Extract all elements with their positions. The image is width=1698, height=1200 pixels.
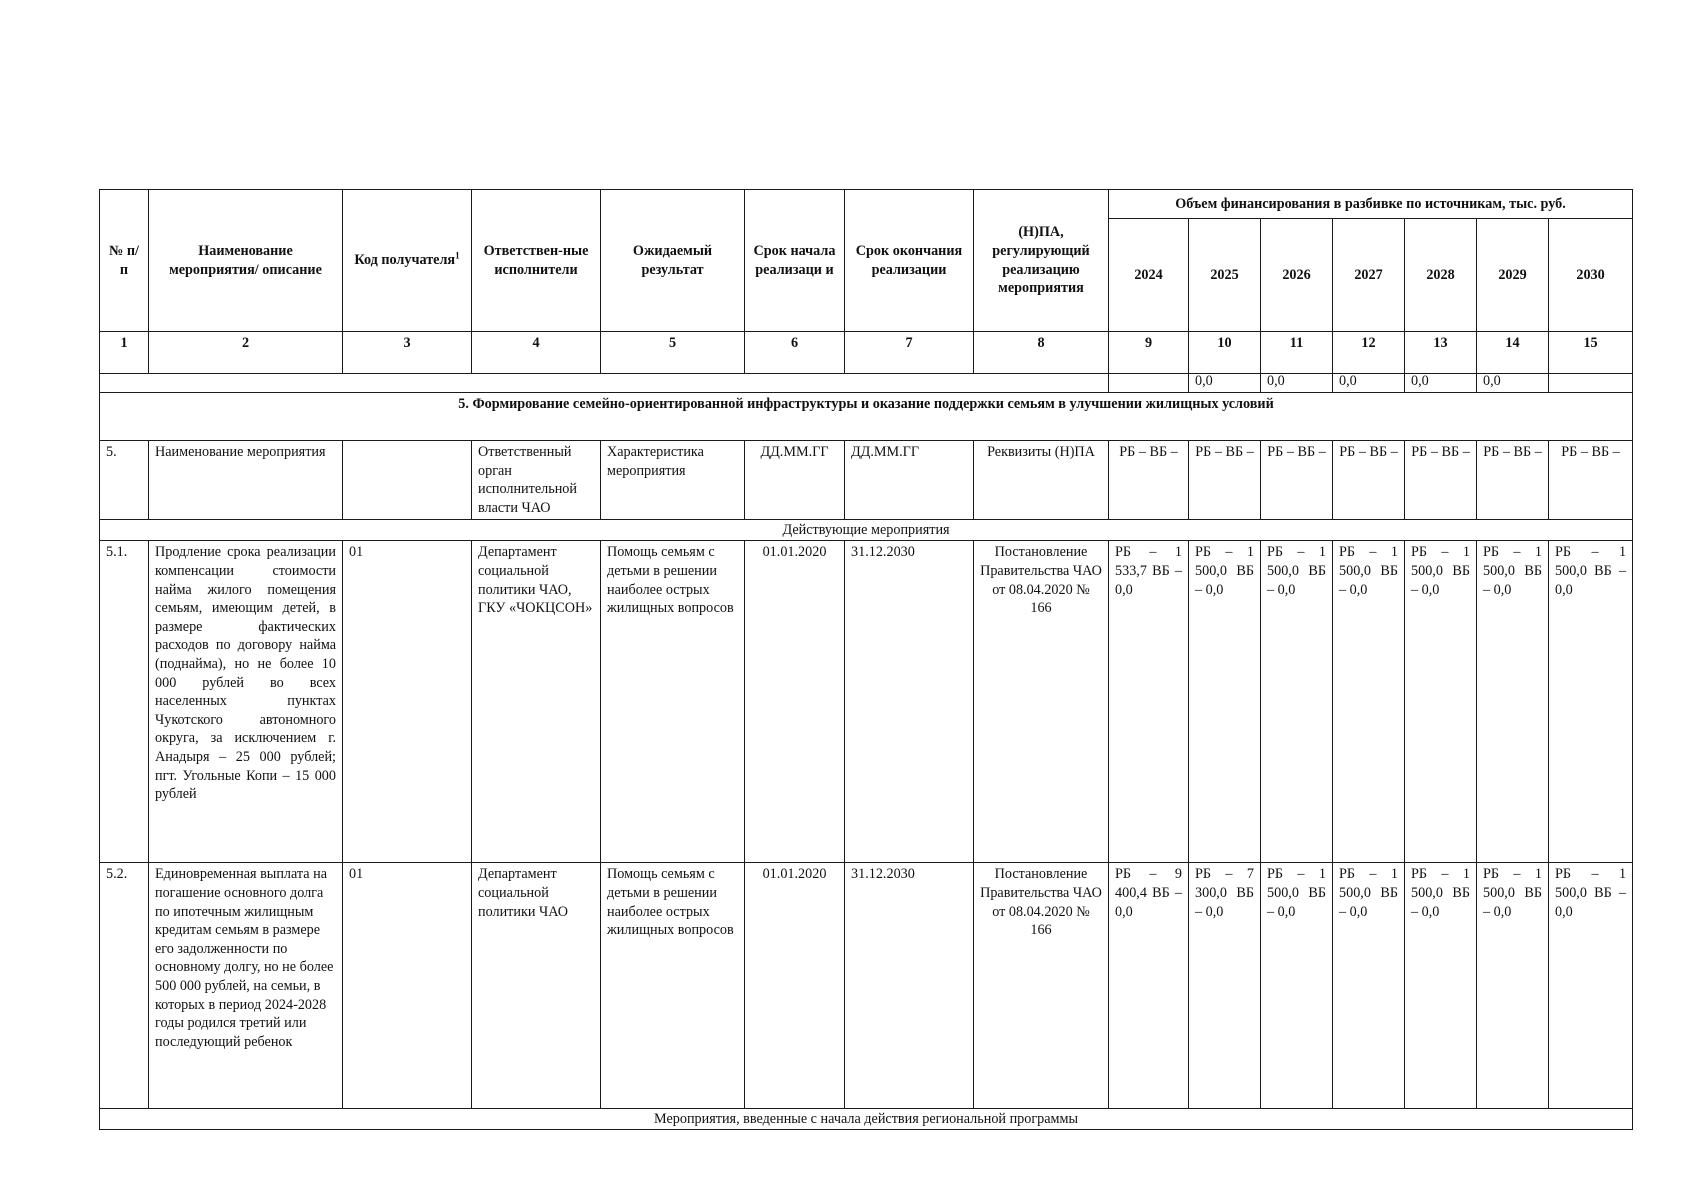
template-financing: РБ – ВБ – xyxy=(1261,441,1333,520)
row-name: Единовременная выплата на погашение основного долга по ипотечным жилищным кредитам семьям в размере его задолженности по основному долгу, но не более 500 000 рублей, на семьи, в которых в период 2024-2028 годы родился третий или последующий ребенок xyxy=(149,863,343,1109)
header-npa: (Н)ПА, регулирующий реализацию мероприятия xyxy=(974,190,1109,332)
row-name: Продление срока реализации компенсации стоимости найма жилого помещения семьям, имеющим детей, в размере фактических расходов по договору найма (поднайма), но не более 10 000 рублей во всех населенных пунктах Чукотского автономного округа, за исключением г. Анадыря – 25 000 рублей; пгт. Угольные Копи – 15 000 рублей xyxy=(149,541,343,863)
header-year: 2030 xyxy=(1549,219,1633,332)
template-financing: РБ – ВБ – xyxy=(1109,441,1189,520)
carry-value: 0,0 xyxy=(1333,374,1405,393)
header-year: 2026 xyxy=(1261,219,1333,332)
header-financing: Объем финансирования в разбивке по источникам, тыс. руб. xyxy=(1109,190,1633,219)
column-number: 2 xyxy=(149,332,343,374)
row-end: 31.12.2030 xyxy=(845,541,974,863)
row-code: 01 xyxy=(343,863,472,1109)
carry-row xyxy=(100,374,1633,393)
column-number-row xyxy=(100,332,1633,374)
subheading-current: Действующие мероприятия xyxy=(100,520,1633,541)
carry-value: 0,0 xyxy=(1261,374,1333,393)
column-number: 5 xyxy=(601,332,745,374)
row-num: 5.2. xyxy=(100,863,149,1109)
header-row-1 xyxy=(100,190,1633,219)
header-year: 2024 xyxy=(1109,219,1189,332)
template-npa: Реквизиты (Н)ПА xyxy=(974,441,1109,520)
column-number: 7 xyxy=(845,332,974,374)
row-npa: Постановление Правительства ЧАО от 08.04.2020 № 166 xyxy=(974,541,1109,863)
row-responsible: Департамент социальной политики ЧАО, ГКУ «ЧОКЦСОН» xyxy=(472,541,601,863)
header-year: 2028 xyxy=(1405,219,1477,332)
column-number: 1 xyxy=(100,332,149,374)
section-title: 5. Формирование семейно-ориентированной инфраструктуры и оказание поддержки семьям в улучшении жилищных условий xyxy=(100,393,1633,441)
section-row xyxy=(100,393,1633,441)
column-number: 4 xyxy=(472,332,601,374)
row-financing: РБ – 1 500,0 ВБ – 0,0 xyxy=(1549,863,1633,1109)
header-year: 2025 xyxy=(1189,219,1261,332)
template-result: Характеристика мероприятия xyxy=(601,441,745,520)
carry-value: 0,0 xyxy=(1477,374,1549,393)
column-number: 13 xyxy=(1405,332,1477,374)
row-financing: РБ – 1 500,0 ВБ – 0,0 xyxy=(1405,863,1477,1109)
template-start: ДД.ММ.ГГ xyxy=(745,441,845,520)
template-num: 5. xyxy=(100,441,149,520)
template-financing: РБ – ВБ – xyxy=(1549,441,1633,520)
subheading-row xyxy=(100,1109,1633,1130)
row-financing: РБ – 7 300,0 ВБ – 0,0 xyxy=(1189,863,1261,1109)
program-activities-table xyxy=(99,189,1633,1130)
header-name: Наименование мероприятия/ описание xyxy=(149,190,343,332)
carry-value: 0,0 xyxy=(1405,374,1477,393)
column-number: 3 xyxy=(343,332,472,374)
column-number: 6 xyxy=(745,332,845,374)
carry-value xyxy=(1109,374,1189,393)
row-start: 01.01.2020 xyxy=(745,541,845,863)
template-name: Наименование мероприятия xyxy=(149,441,343,520)
row-financing: РБ – 1 500,0 ВБ – 0,0 xyxy=(1261,541,1333,863)
template-financing: РБ – ВБ – xyxy=(1333,441,1405,520)
row-financing: РБ – 1 500,0 ВБ – 0,0 xyxy=(1405,541,1477,863)
row-financing: РБ – 1 500,0 ВБ – 0,0 xyxy=(1549,541,1633,863)
row-responsible: Департамент социальной политики ЧАО xyxy=(472,863,601,1109)
row-financing: РБ – 1 500,0 ВБ – 0,0 xyxy=(1477,541,1549,863)
header-result: Ожидаемый результат xyxy=(601,190,745,332)
column-number: 9 xyxy=(1109,332,1189,374)
table-row xyxy=(100,863,1633,1109)
row-financing: РБ – 1 500,0 ВБ – 0,0 xyxy=(1477,863,1549,1109)
column-number: 8 xyxy=(974,332,1109,374)
template-financing: РБ – ВБ – xyxy=(1477,441,1549,520)
template-end: ДД.ММ.ГГ xyxy=(845,441,974,520)
template-financing: РБ – ВБ – xyxy=(1189,441,1261,520)
column-number: 10 xyxy=(1189,332,1261,374)
column-number: 12 xyxy=(1333,332,1405,374)
row-end: 31.12.2030 xyxy=(845,863,974,1109)
template-financing: РБ – ВБ – xyxy=(1405,441,1477,520)
row-start: 01.01.2020 xyxy=(745,863,845,1109)
header-num: № п/п xyxy=(100,190,149,332)
carry-value: 0,0 xyxy=(1189,374,1261,393)
row-financing: РБ – 1 533,7 ВБ – 0,0 xyxy=(1109,541,1189,863)
header-code-text: Код получателя xyxy=(354,252,456,269)
row-num: 5.1. xyxy=(100,541,149,863)
row-financing: РБ – 1 500,0 ВБ – 0,0 xyxy=(1189,541,1261,863)
header-year: 2029 xyxy=(1477,219,1549,332)
header-start: Срок начала реализаци и xyxy=(745,190,845,332)
row-financing: РБ – 1 500,0 ВБ – 0,0 xyxy=(1261,863,1333,1109)
header-code xyxy=(343,190,472,332)
subheading-row xyxy=(100,520,1633,541)
header-year: 2027 xyxy=(1333,219,1405,332)
row-financing: РБ – 1 500,0 ВБ – 0,0 xyxy=(1333,541,1405,863)
row-npa: Постановление Правительства ЧАО от 08.04.2020 № 166 xyxy=(974,863,1109,1109)
carry-row-blank xyxy=(100,374,1109,393)
row-financing: РБ – 1 500,0 ВБ – 0,0 xyxy=(1333,863,1405,1109)
column-number: 15 xyxy=(1549,332,1633,374)
row-result: Помощь семьям с детьми в решении наиболее острых жилищных вопросов xyxy=(601,863,745,1109)
row-result: Помощь семьям с детьми в решении наиболее острых жилищных вопросов xyxy=(601,541,745,863)
column-number: 11 xyxy=(1261,332,1333,374)
subheading-new: Мероприятия, введенные с начала действия региональной программы xyxy=(100,1109,1633,1130)
row-financing: РБ – 9 400,4 ВБ – 0,0 xyxy=(1109,863,1189,1109)
template-responsible: Ответственный орган исполнительной власти ЧАО xyxy=(472,441,601,520)
carry-value xyxy=(1549,374,1633,393)
table-row xyxy=(100,541,1633,863)
template-row xyxy=(100,441,1633,520)
row-code: 01 xyxy=(343,541,472,863)
column-number: 14 xyxy=(1477,332,1549,374)
header-end: Срок окончания реализации xyxy=(845,190,974,332)
header-code-footnote: 1 xyxy=(455,250,460,261)
header-responsible: Ответствен-ные исполнители xyxy=(472,190,601,332)
template-code xyxy=(343,441,472,520)
